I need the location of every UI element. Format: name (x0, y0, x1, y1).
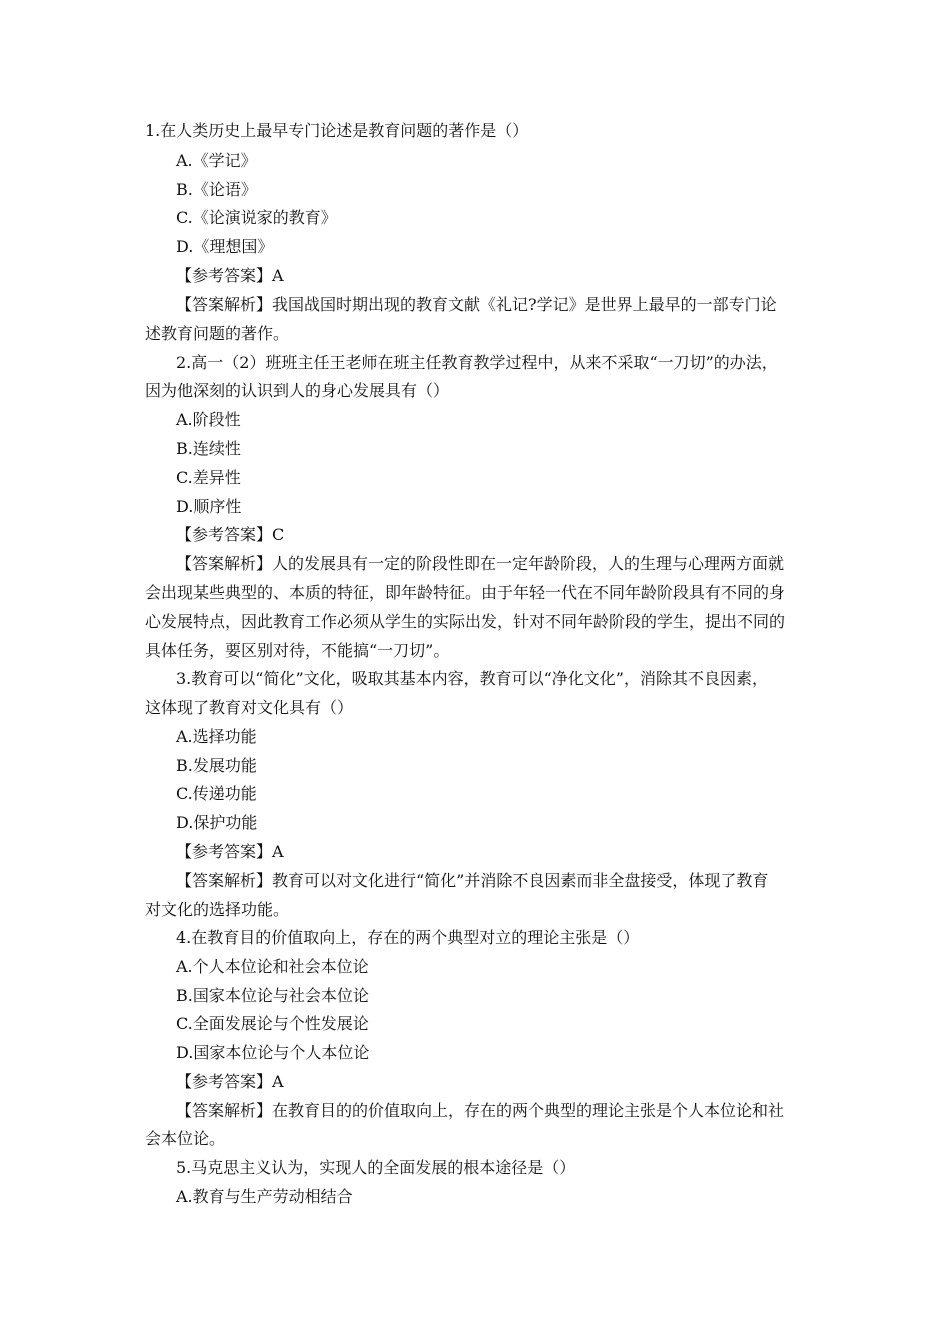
question-2-explanation-cont-3: 具体任务，要区别对待，不能搞“一刀切”。 (145, 641, 450, 660)
question-2-option-c: C.差异性 (176, 468, 241, 487)
question-1-option-a: A.《学记》 (176, 151, 257, 170)
question-2-option-a: A.阶段性 (176, 410, 241, 429)
question-3-stem-cont: 这体现了教育对文化具有（） (145, 698, 354, 717)
question-1-stem: 1.在人类历史上最早专门论述是教育问题的著作是（） (145, 121, 529, 140)
question-1-option-d: D.《理想国》 (176, 237, 274, 256)
question-5-stem: 5.马克思主义认为，实现人的全面发展的根本途径是（） (176, 1158, 576, 1177)
question-2-stem-cont: 因为他深刻的认识到人的身心发展具有（） (145, 381, 450, 400)
question-4-stem: 4.在教育目的价值取向上，存在的两个典型对立的理论主张是（） (176, 928, 640, 947)
question-2-answer: 【参考答案】C (176, 525, 285, 544)
question-4-option-b: B.国家本位论与社会本位论 (176, 986, 369, 1005)
question-1-explanation-cont: 述教育问题的著作。 (145, 324, 290, 343)
question-2-explanation-cont-1: 会出现某些典型的、本质的特征，即年龄特征。由于年轻一代在不同年龄阶段具有不同的身 (145, 583, 786, 602)
question-3-option-d: D.保护功能 (176, 813, 258, 832)
question-2-option-d: D.顺序性 (176, 497, 242, 516)
question-4-explanation-cont: 会本位论。 (145, 1129, 226, 1148)
question-3-explanation: 【答案解析】教育可以对文化进行“简化”并消除不良因素而非全盘接受，体现了教育 (176, 871, 769, 890)
question-3-option-c: C.传递功能 (176, 784, 257, 803)
question-2-stem: 2.高一（2）班班主任王老师在班主任教育教学过程中，从来不采取“一刀切”的办法， (176, 353, 778, 372)
question-2-option-b: B.连续性 (176, 439, 241, 458)
question-5-option-a: A.教育与生产劳动相结合 (176, 1187, 353, 1206)
question-3-explanation-cont: 对文化的选择功能。 (145, 900, 290, 919)
question-4-option-d: D.国家本位论与个人本位论 (176, 1043, 370, 1062)
question-3-answer: 【参考答案】A (176, 842, 284, 861)
question-1-option-c: C.《论演说家的教育》 (176, 208, 337, 227)
question-1-answer: 【参考答案】A (176, 266, 284, 285)
question-3-option-b: B.发展功能 (176, 756, 257, 775)
question-2-explanation-cont-2: 心发展特点，因此教育工作必须从学生的实际出发，针对不同年龄阶段的学生，提出不同的 (145, 612, 786, 631)
question-4-option-a: A.个人本位论和社会本位论 (176, 957, 369, 976)
question-1-option-b: B.《论语》 (176, 180, 257, 199)
question-4-answer: 【参考答案】A (176, 1072, 284, 1091)
question-2-explanation: 【答案解析】人的发展具有一定的阶段性即在一定年龄阶段，人的生理与心理两方面就 (176, 554, 785, 573)
question-4-option-c: C.全面发展论与个性发展论 (176, 1014, 369, 1033)
question-1-explanation: 【答案解析】我国战国时期出现的教育文献《礼记?学记》是世界上最早的一部专门论 (176, 295, 777, 314)
question-4-explanation: 【答案解析】在教育目的的价值取向上，存在的两个典型的理论主张是个人本位论和社 (176, 1101, 785, 1120)
question-3-option-a: A.选择功能 (176, 727, 257, 746)
question-3-stem: 3.教育可以“简化”文化，吸取其基本内容，教育可以“净化文化”，消除其不良因素， (176, 669, 768, 688)
